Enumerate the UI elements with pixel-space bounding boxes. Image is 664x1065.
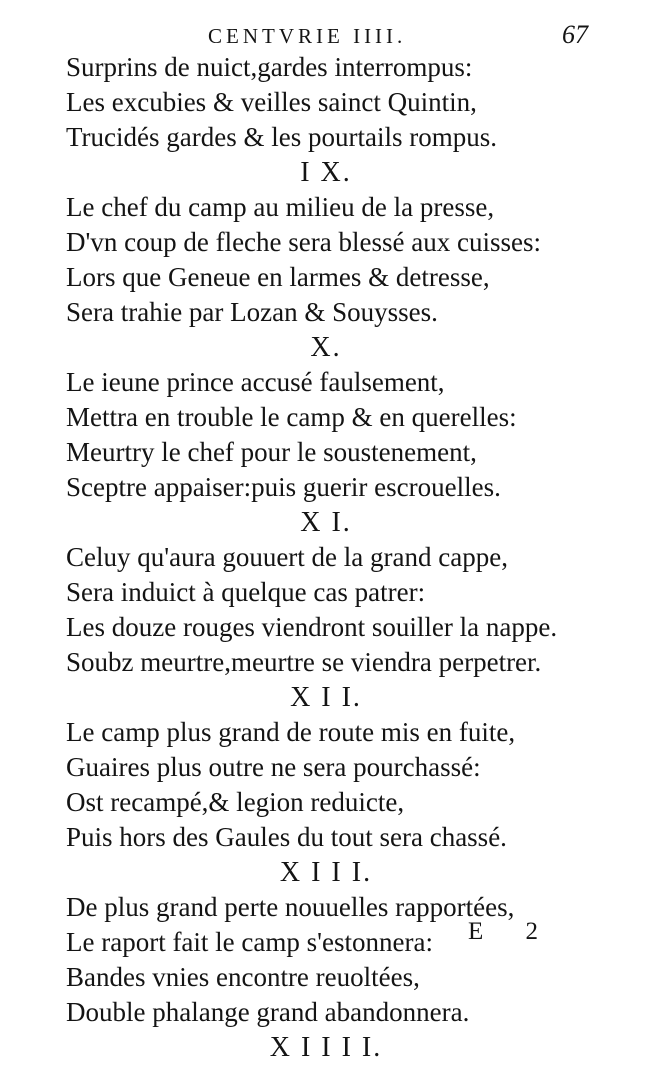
verse-line: Le chef du camp au milieu de la presse, [66,192,495,222]
page-header [0,18,664,52]
verse-line: Les excubies & veilles sainct Quintin, [66,87,477,117]
verse-line: Bandes vnies encontre reuoltées, [66,962,420,992]
verse-line: Double phalange grand abandonnera. [66,997,470,1027]
verse-line: Surprins de nuict,gardes interrompus: [66,52,473,82]
quatrain-text [66,50,626,1065]
quatrain-numeral: I X. [300,157,352,188]
quatrain-numeral: X I. [300,507,352,538]
quatrain-10 [66,330,626,505]
verse-line: Les douze rouges viendront souiller la nappe. [66,612,558,642]
quatrain-12 [66,680,626,855]
verse-line: Sera induict à quelque cas patrer: [66,577,426,607]
verse-line: Guaires plus outre ne sera pourchassé: [66,752,481,782]
signature-mark: E 2 [468,918,557,945]
verse-line: Meurtry le chef pour le soustenement, [66,437,477,467]
quatrain-8-continuation [66,50,626,155]
quatrain-9 [66,155,626,330]
quatrain-11 [66,505,626,680]
running-head: CENTVRIE IIII. [208,24,407,48]
quatrain-14 [66,1030,626,1065]
verse-line: Le camp plus grand de route mis en fuite, [66,717,516,747]
quatrain-numeral: X I I I I. [269,1032,383,1063]
quatrain-numeral: X. [310,332,342,363]
verse-line: Trucidés gardes & les pourtails rompus. [66,122,497,152]
verse-line: Sera trahie par Lozan & Souysses. [66,297,438,327]
verse-line: Le raport fait le camp s'estonnera: [66,927,433,957]
verse-line: D'vn coup de fleche sera blessé aux cuisses: [66,227,541,257]
quatrain-numeral: X I I I. [279,857,373,888]
verse-line: Soubz meurtre,meurtre se viendra perpetrer. [66,647,542,677]
verse-line: Mettra en trouble le camp & en querelles: [66,402,517,432]
verse-line: Lors que Geneue en larmes & detresse, [66,262,490,292]
verse-line: Sceptre appaiser:puis guerir escrouelles. [66,472,501,502]
quatrain-numeral: X I I. [290,682,362,713]
verse-line: De plus grand perte nouuelles rapportées, [66,892,515,922]
verse-line: Puis hors des Gaules du tout sera chassé. [66,822,507,852]
page-number: 67 [562,20,588,49]
verse-line: Celuy qu'aura gouuert de la grand cappe, [66,542,508,572]
verse-line: Le ieune prince accusé faulsement, [66,367,445,397]
verse-line: Ost recampé,& legion reduicte, [66,787,405,817]
